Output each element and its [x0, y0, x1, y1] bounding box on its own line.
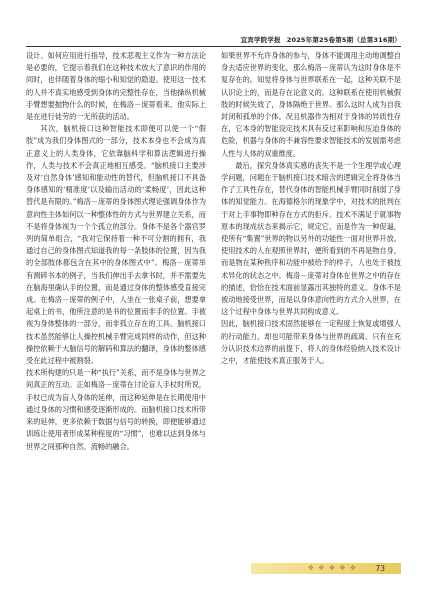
paragraph: 其次，脑机接口这种智能技术即便可以使一个“假肢”成为我们身体图式的一部分，技术本身也不会成为真正意义上的人类身体，它依靠脑科学和算法逻辑进行操作，人类与技术不会真正地相互感受。“脑机接口主要涉及对‘自然身体’感知和能动性的替代，但脑机接口不具备身体感知的‘精准度’以及输出活动的‘柔畅度’，因此这种替代是有限的。”梅洛－庞蒂的身体图式理论强调身体作为意向性主体如何以一种整体性的方式与世界建立关系，而不是将身体视为一个个孤立的部分。身体不是各个器官罗列的简单组合，“我对它保持着一种不可分割的拥有，我通过自己的身体图式知道我的每一条肢体的位置，因为我的全部肢体都包含在其中的身体图式中”。梅洛－庞蒂举有测碎书本的例子，当我们伸出手去拿书时，并不需要先在脑海里确认手的位置，而是通过身体的整体感受直接完成。在梅洛－庞蒂的例子中，人坐在一张桌子前，想要拿起桌上的书，他所注意的是书的位置而非手的位置。手被视为身体整体的一部分，而非孤立存在的工具。脑机接口技术虽然能够让人操控机械手臂完成同样的动作，但这种操控依赖于大脑信号的解码和算法的翻译，身体的整体感受在此过程中被割裂。 [26, 124, 206, 366]
right-column [221, 50, 401, 550]
paragraph: 如果世界不允许身体的参与，身体不能调用主动地调整自身去适应世界的变化，那么梅洛－庞蒂认为这时身体是不复存在的。知觉将身体与世界联系在一起，这种关联不是认识论上的，而是存在论意义的。这种联系在使用机械假肢的时候失效了，身体隔绝于世界。那么这时人成为自我封闭和孤单的个体。况且机器作为相对于身体的异质性存在，它本身的智能设定技术具有反过来影响和压迫身体的危险，机器与身体的不兼容性要求智能技术的发展需考虑人性与人体的双重维度。 [221, 51, 401, 158]
page-footer [0, 563, 427, 574]
paragraph: 设计、如何应用进行指导，技术悲观主义作为一种方法论是必要的，它提示着我们在这种技术放大了意识的作用的同时，也伴随着身体的缩小和知觉的隐退。使用这一技术的人并不真实地感受到身体的完整性存在，当他操纵机械手臂想要抛物什么的时候，在梅洛－庞蒂看来，他实际上是在进行徒劳的一无所获的活动。 [26, 51, 206, 122]
paragraph: 最后，探究身体真实感的丧失不是一个生理学或心理学问题，问题在于脑机接口技术暗含的逻辑完全将身体当作了工具性存在，替代身体的智能机械手臂同时削弱了身体的知觉能力。在海德格尔的现象学中，对技术的批判在于对上手事物即种存在方式的拒斥。技术不满足于就事物原本的现成状态来揭示它，规定它，而是作为一种促逼，使所有“集置”世界的物以另外的功能性一面对世界开放。使用技术的人在观照世界时，便所看到的不再是物自身，而是物在某种秩序和功能中被给予的样子，人也处于被技术异化的状态之中。梅洛－庞蒂对身体在世界之中的存在的描述，恰恰在技术面前显露出其独特的意义。身体不是被动地接受世界，而是以身体意向性的方式介入世界，在这个过程中身体与世界共同构成意义。 [221, 160, 401, 317]
paragraph: 因此，脑机接口技术固然能够在一定程度上恢复或增强人的行动能力，却也可能带来身体与世界的疏离。只有在充分认识技术边界的前提下，将人的身体经验纳入技术设计之中，才能使技术真正服务于人。 [221, 319, 401, 366]
article-body [26, 50, 401, 550]
footer-ornament: ❖ ❖ ❖ ❖ ❖ [307, 564, 357, 572]
page-number: 73 [375, 564, 385, 573]
journal-name: 宜宾学院学报 [240, 35, 281, 44]
running-header [26, 32, 401, 47]
left-column [26, 50, 206, 550]
paragraph: 技术所构建的只是一种“执行”关系，而不是身体与世界之间真正的互动。正如梅洛－庞蒂在讨论盲人手杖时所说，手杖已成为盲人身体的延伸，而这种延伸是在长期使用中通过身体的习惯和感受逐渐形成的。而脑机接口技术所带来的延伸，更多依赖于数据与信号的转换，即便能够通过训练让使用者形成某种程度的“习惯”，也难以达到身体与世界之间那种自然、流畅的融合。 [26, 368, 206, 451]
issue-info: 2025年第25卷第5期（总第316期） [286, 35, 401, 44]
